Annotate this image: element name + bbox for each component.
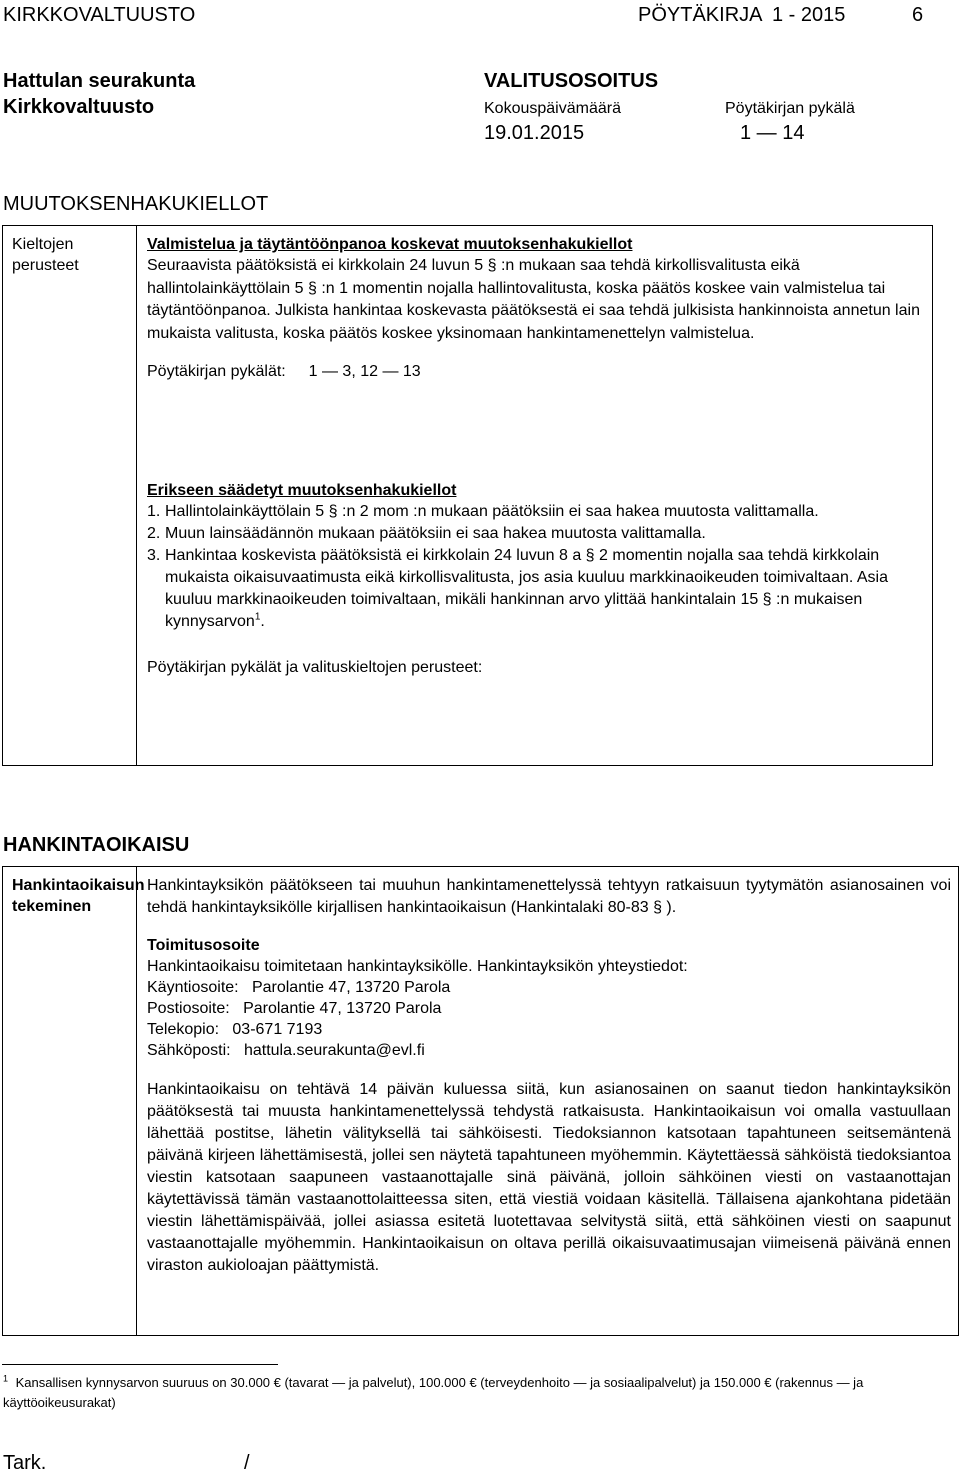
delivery-text: Hankintaoikaisu toimitetaan hankintayksikölle. Hankintayksikön yhteystiedot: [147, 958, 688, 975]
list-item [147, 523, 925, 545]
parish-name: Hattulan seurakunta [3, 70, 196, 92]
meeting-date: 19.01.2015 [484, 122, 585, 144]
footnote-marker: 1 [3, 1373, 9, 1384]
procurement-title: HANKINTAOIKAISU [3, 834, 190, 856]
appeal-ban-label-cell [2, 225, 137, 766]
contact-value: 03-671 7193 [232, 1021, 323, 1038]
paragraph-label: Pöytäkirjan pykälä [725, 100, 855, 117]
list-number: 3. [147, 547, 161, 564]
contact-label: Postiosoite: [147, 1000, 230, 1017]
contact-post [147, 998, 951, 1019]
list-number: 1. [147, 503, 161, 520]
contact-email [147, 1040, 951, 1061]
list-text: Hallintolainkäyttölain 5 § :n 2 mom :n mukaan päätöksiin ei saa hakea muutosta valittamalla. [165, 503, 819, 520]
list-item [147, 545, 925, 633]
paragraph-range: 1 — 14 [740, 122, 805, 144]
prep-ban-heading: Valmistelua ja täytäntöönpanoa koskevat muutoksenhakukiellot [147, 236, 633, 253]
contact-value: hattula.seurakunta@evl.fi [243, 1042, 425, 1059]
contact-label: Telekopio: [147, 1021, 220, 1038]
appeal-ban-title: MUUTOKSENHAKUKIELLOT [3, 193, 269, 215]
appeal-ban-side-label: Kieltojen perusteet [12, 236, 79, 274]
appeal-ban-content-cell [136, 225, 933, 766]
procurement-deadline-text: Hankintaoikaisu on tehtävä 14 päivän kuluessa siitä, kun asianosainen on saanut tiedon hankintayksikön päätöksestä tai muusta hankintamenettelyssä tehdystä ratkaisusta. Hankintaoikaisun voi omalla vastuullaan lähettää postitse, lähetin välityksellä tai sähköisesti. Tiedoksiannon katsotaan tapahtuneen seitsemäntenä päivänä kirjeen lähettämisestä, jollei sen näytetä tapahtuneen myöhemmin. Käytettäessä sähköistä tiedoksiantoa viestin katsotaan saapuneen vastaanottajalle sinä päivänä, jolloin sähköinen viesti on vastaanottajan käytettävissä tämän vastaanottolaitteessa siten, että viestiä voidaan käsitellä. Tällaisena ajankohtana pidetään viestin lähettämispäivää, jollei asiassa esitetä luotettavaa selvitystä siitä, että sähköinen viesti on saapunut vastaanottajalle myöhemmin. Hankintaoikaisun on oltava perillä oikaisuvaatimusajan viimeisenä päivänä ennen viraston aukioloajan päättymistä. [147, 1081, 951, 1274]
delivery-heading: Toimitusosoite [147, 937, 260, 954]
contact-label: Sähköposti: [147, 1042, 231, 1059]
procurement-content-cell [136, 866, 959, 1336]
prep-ban-para-label: Pöytäkirjan pykälät: [147, 363, 286, 380]
prep-ban-paragraphs [147, 361, 925, 382]
check-slash: / [244, 1452, 250, 1474]
list-text: Muun lainsäädännön mukaan päätöksiin ei saa hakea muutosta valittamalla. [165, 525, 706, 542]
prep-ban-para-value: 1 — 3, 12 — 13 [308, 363, 421, 380]
date-label: Kokouspäivämäärä [484, 100, 621, 117]
footnote-ref: 1 [254, 611, 261, 623]
doc-type: PÖYTÄKIRJA [638, 4, 763, 26]
page-number: 6 [912, 4, 924, 26]
org-title: KIRKKOVALTUUSTO [3, 4, 196, 26]
list-text: Hankintaa koskevista päätöksistä ei kirkkolain 24 luvun 8 a § 2 momentin nojalla saa tehdä kirkkolain mukaista oikaisuvaatimusta eikä kirkollisvalitusta, jos asia kuuluu markkinaoikeuden toimivaltaan. Asia kuuluu markkinaoikeuden toimivaltaan, mikäli hankinnan arvo ylittää hankintalain 15 § :n mukaisen kynnysarvon [165, 547, 889, 630]
footnote-text: Kansallisen kynnysarvon suuruus on 30.000 € (tavarat — ja palvelut), 100.000 € (terveydenhoito — ja sosiaalipalvelut) ja 150.000 € (rakennus — ja käyttöoikeusurakat) [3, 1375, 864, 1410]
footnote-divider [2, 1364, 278, 1365]
check-label: Tark. [3, 1452, 47, 1474]
procurement-side-label: Hankintaoikaisun tekeminen [12, 877, 145, 915]
contact-fax [147, 1019, 951, 1040]
procurement-intro: Hankintayksikön päätökseen tai muuhun hankintamenettelyssä tehtyyn ratkaisuun tyytymätön asianosainen voi tehdä hankintayksikölle kirjallisen hankintaoikaisun (Hankintalaki 80-83 § ). [147, 877, 951, 916]
list-number: 2. [147, 525, 161, 542]
list-text-tail: . [260, 613, 265, 630]
special-ban-para-label: Pöytäkirjan pykälät ja valituskieltojen perusteet: [147, 659, 483, 676]
procurement-label-cell [2, 866, 145, 1336]
section-title: VALITUSOSOITUS [484, 70, 659, 92]
prep-ban-text: Seuraavista päätöksistä ei kirkkolain 24 luvun 5 § :n mukaan saa tehdä kirkollisvalitusta eikä hallintolainkäyttölain 5 § :n 1 momentin nojalla hallintovalitusta, koska päätös koskee vain valmistelua tai täytäntöönpanoa. Julkista hankintaa koskevasta päätöksestä ei saa tehdä julkisista hankinnoista annetun lain mukaista valitusta, koska päätös koskee yksinomaan hankintamenettelyn valmistelua. [147, 257, 920, 342]
body-name: Kirkkovaltuusto [3, 96, 155, 118]
contact-value: Parolantie 47, 13720 Parola [243, 1000, 442, 1017]
contact-value: Parolantie 47, 13720 Parola [251, 979, 451, 996]
special-ban-heading: Erikseen säädetyt muutoksenhakukiellot [147, 482, 457, 499]
contact-visit [147, 977, 951, 998]
contact-label: Käyntiosoite: [147, 979, 239, 996]
special-ban-list [147, 501, 925, 633]
list-item [147, 501, 925, 523]
doc-number: 1 - 2015 [772, 4, 846, 26]
footnote [3, 1373, 928, 1413]
